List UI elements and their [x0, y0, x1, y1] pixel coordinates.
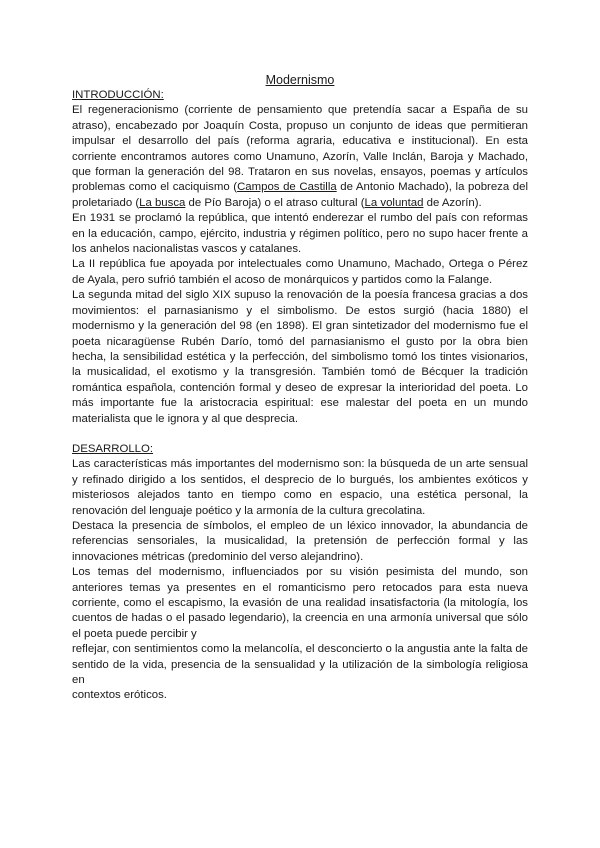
- section-spacer: [72, 427, 528, 442]
- intro-p1-text-d: de Azorín).: [423, 196, 482, 209]
- intro-heading: INTRODUCCIÓN:: [72, 89, 164, 101]
- intro-p1-text-b: de Antonio Machado), la pobreza del proletariado (: [72, 181, 528, 209]
- work-title-la-voluntad: La voluntad: [364, 196, 424, 209]
- desarrollo-paragraph-1: Las características más importantes del modernismo son: la búsqueda de un arte sensual y refinado dirigido a los sentidos, el desprecio de lo burgués, los ambientes exóticos y misteriosos alejados tanto en tiempo como en espacio, una estética personal, la renovación del lenguaje poético y la armonía de la cultura grecolatina.: [72, 458, 528, 517]
- desarrollo-paragraph-5: contextos eróticos.: [72, 689, 167, 702]
- work-title-campos-de-castilla: Campos de Castilla: [237, 181, 337, 194]
- desarrollo-paragraph-3: Los temas del modernismo, influenciados por su visión pesimista del mundo, son anteriores temas ya presentes en el romanticismo pero retocados para esta nueva corriente, como el escapismo, la evasión de una realidad insatisfactoria (la mitología, los cuentos de hadas o el pasado legendario), la creencia en una armonía universal que sólo el poeta puede percibir y: [72, 566, 528, 640]
- work-title-la-busca: La busca: [139, 196, 186, 209]
- intro-paragraph-4: La segunda mitad del siglo XIX supuso la renovación de la poesía francesa gracias a dos movimientos: el parnasianismo y el simbolismo. De estos surgió (hacia 1880) el modernismo y la generación del 98 (en 1898). El gran sintetizador del modernismo fue el poeta nicaragüense Rubén Darío, tomó del parnasianismo el gusto por la obra bien hecha, la sensibilidad estética y la perfección, del simbolismo tomó los tintes visionarios, la musicalidad, el exotismo y la transgresión. También tomó de Bécquer la tradición romántica española, contención formal y deseo de expresar la interioridad del poeta. Lo más importante fue la aristocracia espiritual: ese malestar del poeta en un mundo materialista que le ignora y al que desprecia.: [72, 289, 528, 425]
- document-title: Modernismo: [265, 73, 335, 87]
- desarrollo-heading: DESARROLLO:: [72, 442, 154, 455]
- desarrollo-paragraph-4: reflejar, con sentimientos como la melancolía, el desconcierto o la angustia ante la falta de sentido de la vida, presencia de la sensualidad y la utilización de la simbología religiosa en: [72, 643, 528, 687]
- intro-paragraph-1: [72, 103, 528, 211]
- intro-p1-text-a: El regeneracionismo (corriente de pensamiento que pretendía sacar a España de su atraso), encabezado por Joaquín Costa, propuso un conjunto de ideas que permitieran impulsar el desarrollo del país (reforma agraria, educativa e institucional). En esta corriente encontramos autores como Unamuno, Azorín, Valle Inclán, Baroja y Machado, que forman la generación del 98. Trataron en sus novelas, ensayos, poemas y artículos problemas como el caciquismo (: [72, 104, 528, 194]
- intro-p1-text-c: de Pío Baroja) o el atraso cultural (: [185, 196, 365, 209]
- document-page: [72, 72, 528, 704]
- intro-paragraph-3: La II república fue apoyada por intelectuales como Unamuno, Machado, Ortega o Pérez de Ayala, pero sufrió también el acoso de monárquicos y partidos como la Falange.: [72, 258, 528, 286]
- intro-paragraph-2: En 1931 se proclamó la república, que intentó enderezar el rumbo del país con reformas en la educación, campo, ejército, industria y régimen político, pero no supo hacer frente a los anhelos nacionalistas vascos y catalanes.: [72, 212, 528, 256]
- desarrollo-paragraph-2: Destaca la presencia de símbolos, el empleo de un léxico innovador, la abundancia de referencias sensoriales, la musicalidad, la pretensión de perfección formal y las innovaciones métricas (predominio del verso alejandrino).: [72, 519, 528, 563]
